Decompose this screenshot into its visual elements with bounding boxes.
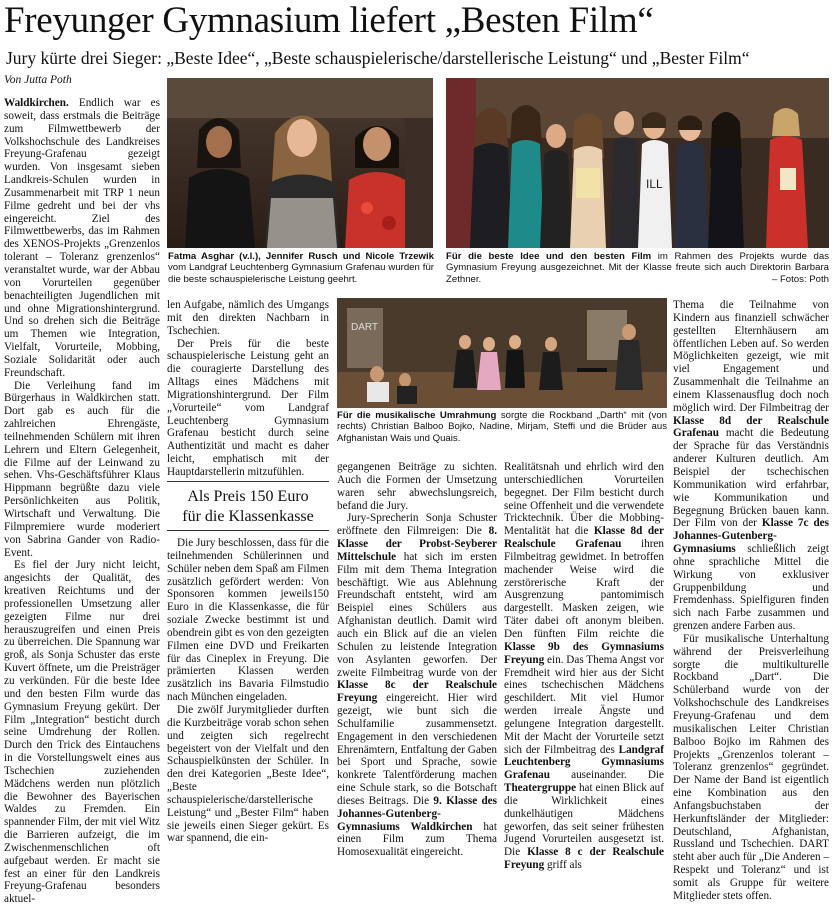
col5-p1c: macht die Bedeutung der Sprache für das Verständnis anderer Kulturen deutlich. Am Beispiel der tschechischen Kommunikation wird erfahrbar, wie Kommunikation und Begegnung Brücken bauen kann. Der Film von der <box>673 427 829 530</box>
col3-paragraph-2 <box>337 512 497 859</box>
col4-p1k: griff als <box>544 859 582 872</box>
col2-paragraph-4: Die zwölf Jurymitglieder durften die Kurzbeiträge vorab schon sehen und zeigten sich regelrecht begeistert von der Vielfalt und den Schauspielkünsten der Schüler. In den drei Kategorien „Beste Idee“, „Beste schauspielerische/darstellerische Leistung“ und „Bester Film“ haben sie jeweils einen Sieger gekürt. Es war spannend, die ein- <box>167 703 329 845</box>
col3-school-2: Klasse 8c der Realschule Freyung <box>337 679 497 705</box>
column-2 <box>167 299 329 478</box>
col3-p2a: Jury-Sprecherin Sonja Schuster eröffnete den Filmreigen: Die <box>337 512 497 538</box>
caption-actresses-names: Fatma Asghar (v.l.), Jennifer Rusch und Nicole Trzewik <box>168 251 434 262</box>
col4-p1g: auseinander. Die <box>550 769 664 782</box>
photo-best-film-group <box>446 78 829 248</box>
col3-school-3: 9. Klasse des Johannes-Gutenberg-Gymnasiums Waldkirchen <box>337 794 497 833</box>
col1-paragraph-1 <box>4 97 160 380</box>
caption-band-text: sorgte die Rockband „Darth“ mit (von rechts) Christian Balboo Bojko, Nadine, Mirjam, Steffi und die Brüder aus Afghanistan Wais und Quais. <box>337 410 667 444</box>
caption-best-film-lead: Für die beste Idee und den besten Film <box>446 251 652 262</box>
col4-p1a: Realitätsnah und ehrlich wird den unterschiedlichen Vorurteilen begegnet. Der Film besticht durch seine Offenheit und die verwendete Tricktechnik. Über die Mobbing-Mentalität hat die <box>504 461 664 538</box>
col5-school-1: Klasse 8d der Realschule Grafenau <box>673 414 829 440</box>
svg-text:ILL: ILL <box>646 177 663 191</box>
caption-best-film-text: im Rahmen des Projekts wurde das Gymnasium Freyung ausgezeichnet. Mit der Klasse freute sich auch Direktorin Barbara Zethner. <box>446 251 829 285</box>
byline: Von Jutta Poth <box>4 74 72 86</box>
box-rule-top <box>167 481 329 482</box>
col1-paragraph-2: Die Verleihung fand im Bürgerhaus in Waldkirchen statt. Dort gab es auch für die zahlreichen Ehrengäste, teilnehmenden Schülern mit ihren Lehrern und Eltern Gelegenheit, die Filme auf der Leinwand zu sehen. Vhs-Geschäftsführer Klaus Hippmann begrüßte dazu viele Persönlichkeiten aus Politik, Wirtschaft und Verwaltung. Die Filmpremiere wurde moderiert von Sabrina Gander von Radio-Event. <box>4 379 160 559</box>
col4-theatre-group: Theatergruppe <box>504 782 577 795</box>
box-subhead-line1: Als Preis 150 Euro <box>187 488 309 505</box>
col3-school-1: 8. Klasse der Probst-Seyberer Mittelschule <box>337 525 497 563</box>
col5-p1e: schließlich zeigt ohne sprachliche Mittel die Wirkung von exklusiver Gruppenbildung und Fremdenhass. Spielfiguren finden sich nach Farbe zusammen und grenzen andere Farben aus. <box>673 543 829 633</box>
col2-paragraph-1: len Aufgabe, nämlich des Umgangs mit den direkten Nachbarn in Tschechien. <box>167 299 329 337</box>
caption-band <box>337 410 667 444</box>
col5-paragraph-1 <box>673 299 829 633</box>
photo-actresses-image <box>167 78 433 248</box>
col4-p1c: ihren Filmbeitrag gewidmet. In betroffen machender Weise wird die zerstörerische Kraft der Ausgrenzung pantomimisch dargestellt. Masken zeigen, wie Täter dabei oft anonym bleiben. Den fünften Film reichte die <box>504 538 664 640</box>
col2-paragraph-2: Der Preis für die beste schauspielerische Leistung geht an die couragierte Darstellung des Alltags eines Mädchens mit Migrationshintergrund. Der Film „Vorurteile“ vom Landgraf Leuchtenberg Gymnasium Grafenau besticht durch seine Authentizität und macht es daher leicht, emphatisch mit der Hauptdarstellerin mitzufühlen. <box>167 337 329 478</box>
col5-p1a: Thema die Teilnahme von Kindern aus finanziell schwächer gestellten Elternhäusern am öffentlichen Leben auf. So werden Möglichkeiten gezeigt, wie mit viel Engagement und Zusammenhalt die Teilnahme an einem Klassenausflug doch noch möglich wird. Der Filmbeitrag der <box>673 299 829 414</box>
box-subhead-line2: für die Klassenkasse <box>182 508 314 525</box>
col4-p1i: hat einen Blick auf die Wirklichkeit eines dunkelhäutigen Mädchens geworfen, das seit seiner frühesten Jugend Vorurteilen ausgesetzt ist. Die <box>504 782 664 859</box>
col4-paragraph-1 <box>504 461 664 872</box>
subheadline: Jury kürte drei Sieger: „Beste Idee“, „Beste schauspielerische/darstellerische Leistung“ und „Bester Film“ <box>6 48 750 68</box>
headline: Freyunger Gymnasium liefert „Besten Film“ <box>4 0 654 41</box>
stage-banner-text: DART <box>351 322 379 333</box>
col1-paragraph-3: Es fiel der Jury nicht leicht, angesichts der Qualität, des kreativen Reichtums und der professionellen Umsetzung aller gezeigten Filme nur drei herauszugreifen und einen Preis zu überreichen. Die Spannung war groß, als Sonja Schuster das erste Kuvert öffnete, um die Preisträger zu verkünden. Für die beste Idee und den besten Film wurde das Gymnasium Freyung gekürt. Der Film „Integration“ besticht durch seine Umdrehung der Rollen. Durch den Trick des Eintauchens in die Vorstellungswelt eines aus Tschechien zuziehenden Mädchens werden nun plötzlich die Bewohner des Bayerischen Waldes zu Fremden. Ein spannender Film, der mit viel Witz die Barrieren aufzeigt, die im Zwischenmenschlichen oft aufgebaut werden. Er macht sie fest an einer für den Landkreis Freyung-Grafenau besonders aktuel- <box>4 559 160 906</box>
col4-school-2: Klasse 9b des Gymnasiums Freyung <box>504 640 664 666</box>
col2-paragraph-3: Die Jury beschlossen, dass für die teilnehmenden Schülerinnen und Schüler neben dem Spaß am Filmen zusätzlich gefördert werden: Von Sponsoren kommen jeweils150 Euro in die Klassenkasse, die für soziale Zwecke bestimmt ist und obendrein gibt es von den gezeigten Filmen eine DVD und Freikarten für das Cineplex in Freyung. Die prämierten Klassen werden zusätzlich ins Bavaria Filmstudio nach München eingeladen. <box>167 537 329 704</box>
caption-actresses-text: vom Landgraf Leuchtenberg Gymnasium Grafenau wurden für die beste schauspielerische Leistung geehrt. <box>168 262 434 285</box>
col3-p2e: eingereicht. Hier wird gezeigt, wie bunt sich die Schulfamilie zusammensetzt. Engagement in den verschiedenen Ehrenämtern, Entfaltung der Gaben bei Sport und Sprache, sowie konkrete Talentförderung machen eine Schule stark, so die Botschaft dieses Beitrags. Die <box>337 692 497 807</box>
column-3 <box>337 461 497 859</box>
box-subhead <box>167 487 329 527</box>
photo-group-image <box>446 78 829 248</box>
col3-paragraph-1: gegangenen Beiträge zu sichten. Auch die Formen der Umsetzung waren sehr abwechslungsreich, befand die Jury. <box>337 461 497 512</box>
box-rule-bottom <box>167 530 329 531</box>
col4-p1e: ein. Das Thema Angst vor Fremdheit wird hier aus der Sicht eines tschechischen Mädchens geschildert. Mit viel Humor werden irreale Ängste und gelungene Integration dargestellt. Mit der Macht der Vorurteile setzt sich der Filmbeitrag des <box>504 653 664 756</box>
col5-paragraph-2: Für musikalische Unterhaltung während der Preisverleihung sorgte die multikulturelle Rockband „Dart“. Die Schülerband wurde von der Volkshochschule des Landkreises Freyung-Grafenau und dem musikalischen Leiter Christian Balboo Bojko im Rahmen des Projekts „Grenzenlos tolerant – Toleranz grenzenlos“ gegründet. Der Name der Band ist eigentlich eine Kombination aus den Anfangsbuchstaben der Herkunftsländer der Mitglieder: Deutschland, Afghanistan, Russland und Tschechien. DART steht aber auch für „Die Anderen – Respekt und Toleranz“ und ist somit als Gruppe für weitere Mitglieder stets offen. <box>673 632 829 902</box>
col3-p2c: hat sich im ersten Film mit dem Thema Integration beschäftigt. Wie aus Ablehnung Freundschaft entsteht, wird am Beispiel eines Schülers aus Afghanistan deutlich. Damit wird auch ein Blick auf die an vielen Schulen zu leistende Integration von Asylanten geworfen. Der zweite Filmbeitrag wurde von der <box>337 550 497 679</box>
caption-actresses <box>168 251 434 285</box>
caption-best-film <box>446 251 829 285</box>
photo-credit: – Fotos: Poth <box>771 273 829 285</box>
col3-p2g: hat einen Film zum Thema Homosexualität eingereicht. <box>337 820 497 859</box>
dateline: Waldkirchen. <box>4 97 69 109</box>
column-5 <box>673 299 829 902</box>
photo-award-actresses <box>167 78 433 248</box>
col4-school-1: Klasse 8d der Realschule Grafenau <box>504 525 664 551</box>
col4-school-3: Landgraf Leuchtenberg Gymnasiums Grafenau <box>504 743 664 782</box>
column-4 <box>504 461 665 872</box>
caption-band-lead: Für die musikalische Umrahmung <box>337 410 497 421</box>
photo-band-darth <box>337 298 667 408</box>
col1-p1-text: Endlich war es soweit, dass erstmals die Beiträge zum Filmwettbewerb der Volkshochschule des Landkreises Freyung-Grafenau gezeigt wurden. Von insgesamt sieben Landkreis-Schulen wurden in Zusammenarbeit mit TRP 1 neun Filme gedreht und bei der vhs eingereicht. Ziel des Filmwettbewerbs, das im Rahmen des XENOS-Projekts „Grenzenlos tolerant – Toleranz grenzenlos“ veranstaltet wurde, war der Abbau von Vorurteilen gegenüber benachteiligten Jugendlichen mit und ohne Migrationshintergrund. Und so drehen sich die Beiträge um Themen wie Integration, Vielfalt, Vorurteile, Mobbing, Soziale Solidarität oder auch Freundschaft. <box>4 97 160 379</box>
column-2b <box>167 537 329 843</box>
photo-band-image <box>337 298 667 408</box>
col5-school-2: Klasse 7c des Johannes-Gutenberg-Gymnasiums <box>673 517 829 556</box>
col4-school-4: Klasse 8 c der Realschule Freyung <box>504 846 665 872</box>
column-1 <box>4 97 160 906</box>
